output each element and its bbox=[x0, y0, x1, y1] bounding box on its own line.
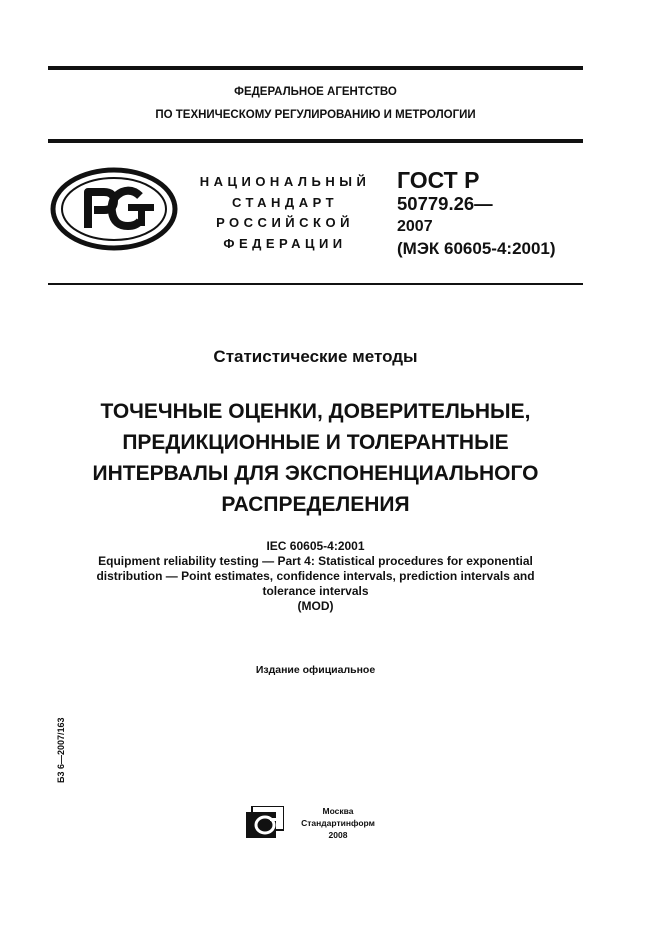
title-line-4: РАСПРЕДЕЛЕНИЯ bbox=[221, 493, 410, 516]
iec-title-line-2: distribution — Point estimates, confidence intervals, prediction intervals and bbox=[96, 569, 535, 583]
document-subtitle: Статистические методы bbox=[213, 347, 418, 366]
agency-line-1: ФЕДЕРАЛЬНОЕ АГЕНТСТВО bbox=[234, 86, 397, 98]
iec-title-line-3: tolerance intervals bbox=[262, 584, 369, 598]
agency-line-2: ПО ТЕХНИЧЕСКОМУ РЕГУЛИРОВАНИЮ И МЕТРОЛОГИИ bbox=[155, 109, 476, 121]
side-code: Б3 6—2007/163 bbox=[56, 717, 66, 783]
gost-logo-icon bbox=[50, 166, 178, 252]
publisher-city: Москва bbox=[322, 806, 354, 816]
iec-modification: (MOD) bbox=[297, 599, 334, 613]
designation-line-4: (МЭК 60605-4:2001) bbox=[397, 239, 556, 258]
publisher-info bbox=[292, 805, 384, 841]
edition-note: Издание официальное bbox=[255, 664, 376, 676]
top-rule bbox=[48, 66, 583, 70]
standard-type-line-3: РОССИЙСКОЙ bbox=[216, 215, 354, 230]
iec-code: IEC 60605-4:2001 bbox=[266, 539, 365, 553]
designation-rule bbox=[48, 283, 583, 285]
publisher-year: 2008 bbox=[328, 830, 348, 840]
title-line-1: ТОЧЕЧНЫЕ ОЦЕНКИ, ДОВЕРИТЕЛЬНЫЕ, bbox=[100, 400, 531, 423]
header-rule bbox=[48, 139, 583, 143]
iec-reference bbox=[48, 539, 583, 614]
document-title bbox=[48, 396, 583, 520]
designation-line-1: ГОСТ Р bbox=[397, 167, 480, 193]
designation-line-3: 2007 bbox=[397, 218, 433, 235]
title-line-3: ИНТЕРВАЛЫ ДЛЯ ЭКСПОНЕНЦИАЛЬНОГО bbox=[92, 462, 539, 485]
standard-type-line-2: СТАНДАРТ bbox=[231, 194, 339, 210]
iec-title-line-1: Equipment reliability testing — Part 4: Statistical procedures for exponential bbox=[98, 554, 533, 568]
publisher-name: Стандартинформ bbox=[301, 818, 375, 828]
publisher-logo-icon bbox=[246, 806, 284, 838]
standard-type bbox=[195, 172, 375, 254]
standard-type-line-4: ФЕДЕРАЦИИ bbox=[223, 235, 347, 251]
standard-designation bbox=[397, 168, 556, 261]
title-line-2: ПРЕДИКЦИОННЫЕ И ТОЛЕРАНТНЫЕ bbox=[122, 431, 509, 454]
standard-type-line-1: НАЦИОНАЛЬНЫЙ bbox=[199, 174, 371, 189]
designation-line-2: 50779.26— bbox=[397, 193, 493, 214]
